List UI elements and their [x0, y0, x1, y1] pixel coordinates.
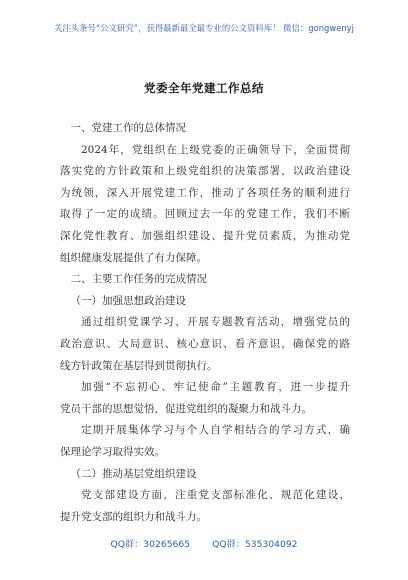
text-line: 一、党建工作的总体情况: [70, 122, 186, 134]
text-line: （二）推动基层党组织建设: [70, 467, 197, 480]
text-line: 为统领，深入开展党建工作，推动了各项任务的顺利进行: [60, 186, 350, 199]
text-line: 二、主要工作任务的完成情况: [70, 273, 207, 286]
text-line: 落实党的方针政策和上级党组织的决策部署，以政治建设: [60, 165, 350, 178]
footer-qq-group-2: QQ群：535304092: [212, 539, 298, 550]
text-line: （一）加强思想政治建设: [70, 294, 186, 307]
text-line: 深化党性教育、加强组织建设、提升党员素质，为推动党: [60, 229, 350, 242]
text-line: 加强“不忘初心、牢记使命”主题教育，进一步提升: [81, 381, 350, 394]
document-title: 党委全年党建工作总结: [144, 81, 264, 95]
document-body: [60, 118, 350, 528]
text-line: 党员干部的思想觉悟，促进党组织的凝聚力和战斗力。: [60, 402, 312, 415]
text-line: 定期开展集体学习与个人自学相结合的学习方式，确: [81, 424, 350, 437]
text-line: 通过组织党课学习、开展专题教育活动，增强党员的: [81, 316, 350, 329]
text-line: 提升党支部的组织力和战斗力。: [60, 510, 207, 523]
text-line: 线方针政策在基层得到贯彻执行。: [60, 359, 218, 372]
text-line: 政治意识、大局意识、核心意识、看齐意识，确保党的路: [60, 337, 350, 350]
text-line: 保理论学习取得实效。: [60, 445, 165, 458]
text-line: 党支部建设方面，注重党支部标准化、规范化建设，: [81, 489, 350, 502]
text-line: 2024年，党组织在上级党委的正确领导下，全面贯彻: [81, 143, 350, 156]
text-line: 组织健康发展提供了有力保障。: [60, 251, 207, 264]
text-line: 取得了一定的成绩。回顾过去一年的党建工作，我们不断: [60, 208, 350, 221]
footer-qq-group-1: QQ群：30265665: [110, 539, 191, 550]
footer-contact: [0, 536, 408, 550]
header-promo-note: 关注头条号“公文研究”，获得最新最全最专业的公文资料库！ 微信：gongwenyj: [54, 23, 354, 33]
